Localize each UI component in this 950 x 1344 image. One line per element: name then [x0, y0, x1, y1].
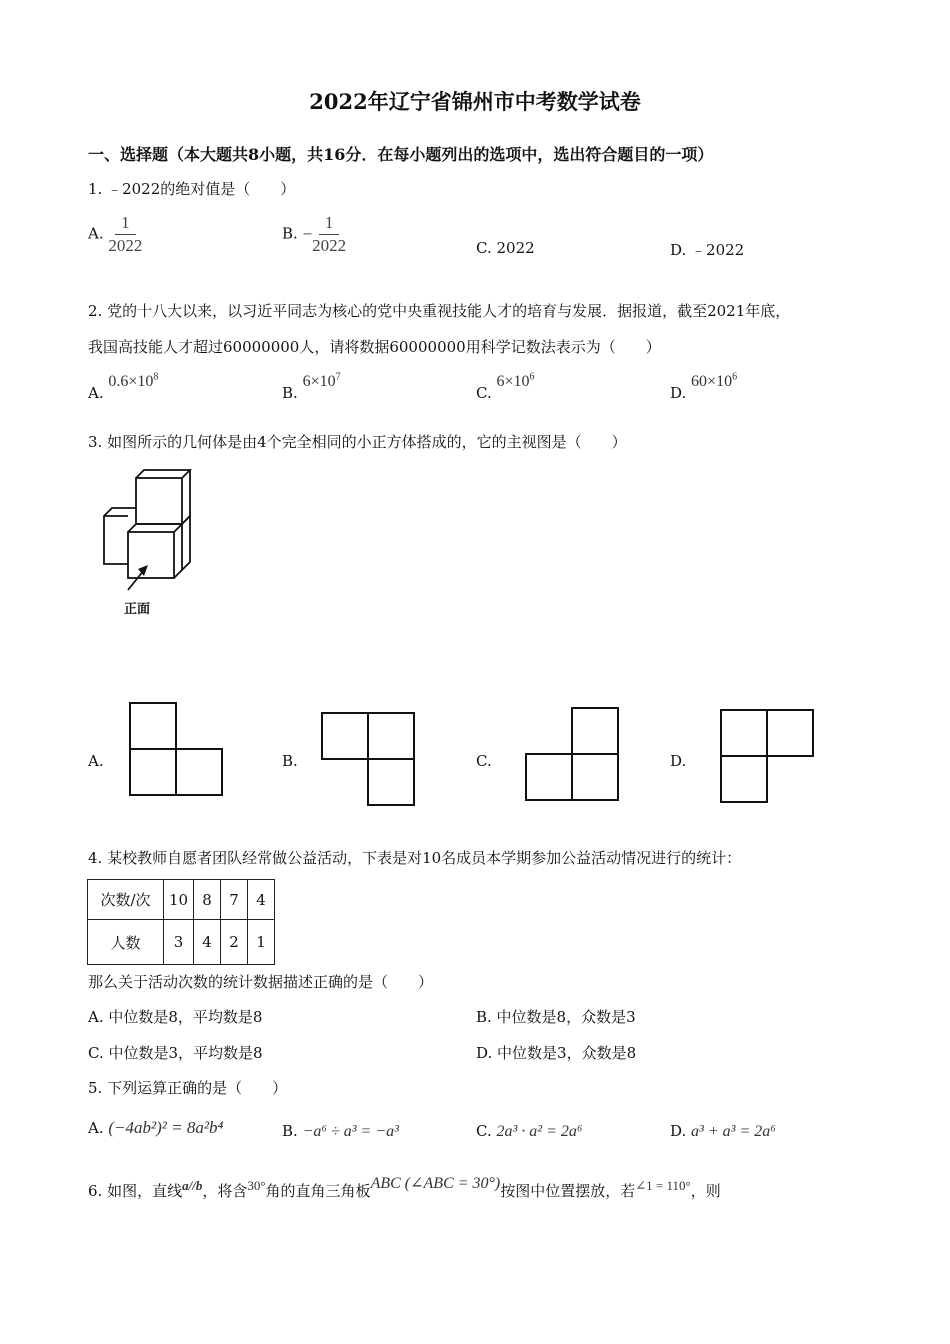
q3-option-d-label[interactable]: D. — [670, 752, 687, 770]
q4-option-d[interactable]: D. 中位数是3，众数是8 — [476, 1044, 637, 1062]
q4-option-b[interactable]: B. 中位数是8，众数是3 — [476, 1008, 636, 1026]
q4-option-a[interactable]: A. 中位数是8，平均数是8 — [88, 1008, 263, 1026]
table-row: 人数 3 4 2 1 — [88, 920, 275, 965]
q6-stem: 6. 如图，直线a//b，将含30°角的直角三角板ABC (∠ABC = 30°)按图中位置摆放，若∠1 = 110°，则 — [88, 1175, 721, 1200]
q3-option-c-figure[interactable] — [525, 707, 621, 801]
q4-option-c[interactable]: C. 中位数是3，平均数是8 — [88, 1044, 263, 1062]
q1-option-a[interactable] — [88, 214, 142, 255]
q1-option-c[interactable]: C. 2022 — [476, 239, 535, 257]
q3-option-d-figure[interactable] — [720, 709, 816, 803]
section-heading: 一、选择题（本大题共8小题，共16分．在每小题列出的选项中，选出符合题目的一项） — [88, 145, 714, 164]
q4-stem: 4. 某校教师自愿者团队经常做公益活动，下表是对10名成员本学期参加公益活动情况进行的统计： — [88, 849, 742, 867]
q1-stem: 1. ﹣2022的绝对值是（ ） — [88, 180, 296, 198]
q5-option-c[interactable]: C. 2a³ · a² = 2a⁶ — [476, 1122, 583, 1140]
cube-figure — [98, 466, 208, 596]
q5-option-b[interactable]: B. −a⁶ ÷ a³ = −a³ — [282, 1122, 399, 1140]
stats-table — [87, 879, 275, 965]
q1-option-d[interactable]: D. ﹣2022 — [670, 241, 745, 259]
q3-option-a-label[interactable]: A. — [88, 752, 104, 770]
q5-stem: 5. 下列运算正确的是（ ） — [88, 1079, 288, 1097]
option-label: B. — [282, 224, 298, 243]
q2-option-a[interactable]: A. $0.6\times 10^8$ — [88, 372, 159, 403]
q2-option-c[interactable]: C. $6\times 10^6$ — [476, 372, 535, 403]
q2-option-b[interactable]: B. $6\times 10^7$ — [282, 372, 341, 403]
q5-option-d[interactable]: D. a³ + a³ = 2a⁶ — [670, 1122, 776, 1140]
fraction: $\frac{1}{2022}$ — [312, 213, 347, 255]
option-label: A. — [88, 224, 104, 243]
q2-option-d[interactable]: D. $60\times 10^6$ — [670, 372, 738, 403]
table-row: 次数/次 10 8 7 4 — [88, 880, 275, 920]
fraction: $\frac{1}{2022}$ — [108, 213, 143, 255]
q4-question: 那么关于活动次数的统计数据描述正确的是（ ） — [88, 973, 434, 991]
page-title: 2022年辽宁省锦州市中考数学试卷 — [309, 89, 641, 114]
front-label: 正面 — [124, 602, 151, 617]
q1-option-b[interactable]: B. − $\frac{1}{2022}$ — [282, 213, 347, 255]
q3-stem: 3. 如图所示的几何体是由4个完全相同的小正方体搭成的，它的主视图是（ ） — [88, 433, 627, 451]
q5-option-a[interactable]: A. (−4ab²)² = 8a²b⁴ — [88, 1118, 224, 1137]
q3-option-a-figure[interactable] — [129, 702, 225, 796]
q3-option-b-label[interactable]: B. — [282, 752, 298, 770]
q3-option-b-figure[interactable] — [321, 712, 417, 806]
q3-option-c-label[interactable]: C. — [476, 752, 492, 770]
q2-stem-line1: 2. 党的十八大以来，以习近平同志为核心的党中央重视技能人才的培育与发展．据报道，截至2021年底， — [88, 302, 791, 320]
q2-stem-line2: 我国高技能人才超过60000000人，请将数据60000000用科学记数法表示为（ ） — [88, 338, 661, 356]
